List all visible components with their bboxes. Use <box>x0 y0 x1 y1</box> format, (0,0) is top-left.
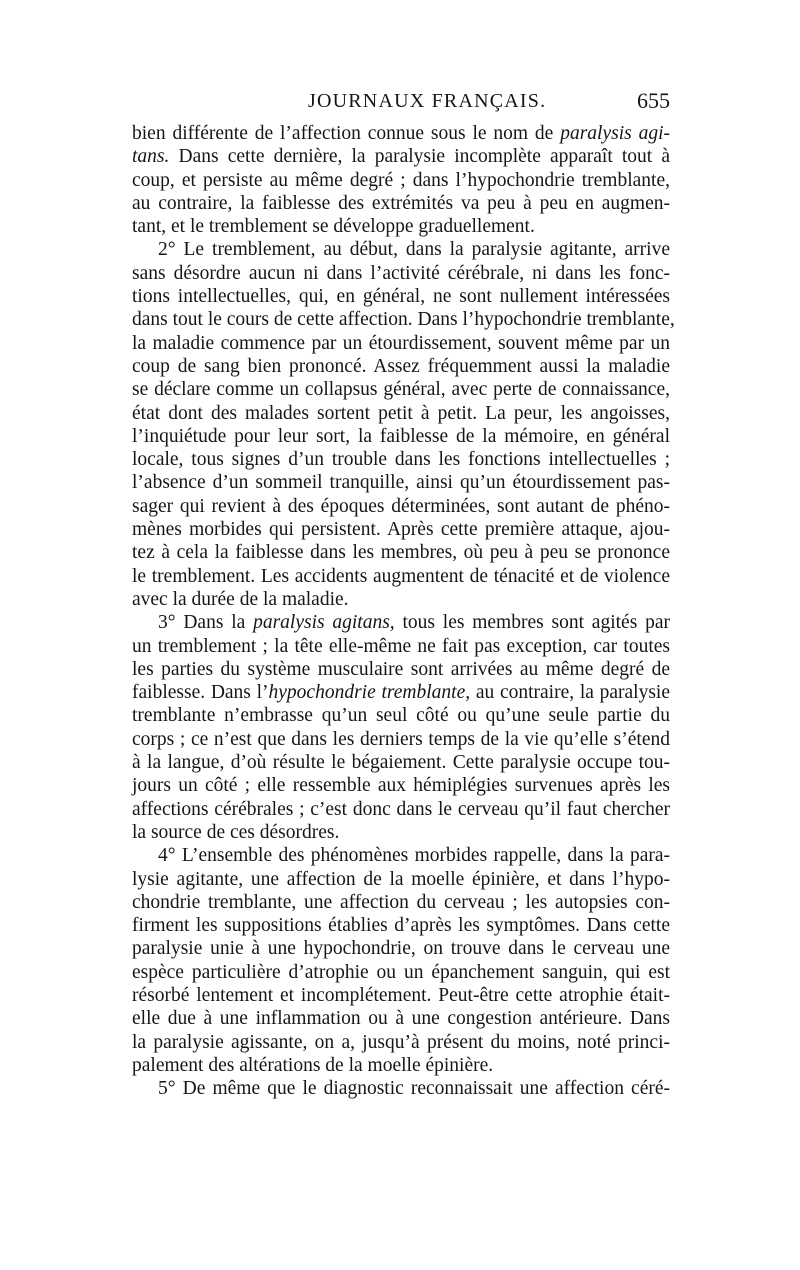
italic-term: paralysis agitans, <box>253 612 395 634</box>
text-line: les parties du système musculaire sont arrivées au même degré de <box>132 658 670 680</box>
text-line: mènes morbides qui persistent. Après cette première attaque, ajou- <box>132 519 670 541</box>
page-number: 655 <box>637 88 670 113</box>
text-line: palement des altérations de la moelle épinière. <box>132 1054 494 1076</box>
text-line: au contraire, la faiblesse des extrémités va peu à peu en augmen- <box>132 192 670 214</box>
text-line: 4° L’ensemble des phénomènes morbides rappelle, dans la para- <box>158 845 670 867</box>
italic-term: tans. <box>132 146 170 168</box>
paragraph <box>132 122 670 238</box>
running-head <box>132 88 670 118</box>
text-line: la maladie commence par un étourdissement, souvent même par un <box>132 332 670 354</box>
text-line: 3° Dans la paralysis agitans, tous les membres sont agités par <box>158 612 670 634</box>
text-line: l’absence d’un sommeil tranquille, ainsi qu’un étourdissement pas- <box>132 472 670 494</box>
paragraph <box>132 1077 670 1100</box>
text-line: locale, tous signes d’un trouble dans les fonctions intellectuelles ; <box>132 449 670 471</box>
text-line: tremblante n’embrasse qu’un seul côté ou qu’une seule partie du <box>132 705 670 727</box>
text-line: tans. Dans cette dernière, la paralysie incomplète apparaît tout à <box>132 146 670 168</box>
italic-term: paralysis agi- <box>560 123 671 144</box>
text-line: 2° Le tremblement, au début, dans la paralysie agitante, arrive <box>158 239 670 261</box>
text-line: firment les suppositions établies d’après les symptômes. Dans cette <box>132 915 670 937</box>
text-line: tant, et le tremblement se développe graduellement. <box>132 216 535 238</box>
paragraph <box>132 238 675 611</box>
text-line: elle due à une inflammation ou à une congestion antérieure. Dans <box>132 1008 670 1030</box>
text-line: tez à cela la faiblesse dans les membres, où peu à peu se prononce <box>132 542 670 564</box>
text-line: résorbé lentement et incomplétement. Peut-être cette atrophie était- <box>132 984 670 1006</box>
text-line: un tremblement ; la tête elle-même ne fait pas exception, car toutes <box>132 635 670 657</box>
text-line: se déclare comme un collapsus général, avec perte de connaissance, <box>132 379 670 401</box>
text-line: coup de sang bien prononcé. Assez fréquemment aussi la maladie <box>132 355 670 377</box>
text-line: tions intellectuelles, qui, en général, ne sont nullement intéressées <box>132 286 670 308</box>
text-line: état dont des malades sortent petit à petit. La peur, les angoisses, <box>132 402 670 424</box>
italic-term: hypochondrie tremblante, <box>268 682 471 704</box>
text-line: le tremblement. Les accidents augmentent de ténacité et de violence <box>132 565 670 587</box>
paragraph <box>132 611 670 844</box>
text-line: à la langue, d’où résulte le bégaiement. Cette paralysie occupe tou- <box>132 752 670 774</box>
text-line: chondrie tremblante, une affection du cerveau ; les autopsies con- <box>132 891 670 913</box>
text-line: lysie agitante, une affection de la moelle épinière, et dans l’hypo- <box>132 868 670 890</box>
text-line: jours un côté ; elle ressemble aux hémiplégies survenues après les <box>132 775 670 797</box>
text-line: coup, et persiste au même degré ; dans l’hypochondrie tremblante, <box>132 169 670 191</box>
text-line: avec la durée de la maladie. <box>132 588 349 610</box>
body-text <box>132 122 675 1100</box>
text-line: dans tout le cours de cette affection. Dans l’hypochondrie tremblante, <box>132 309 675 331</box>
text-line: affections cérébrales ; c’est donc dans le cerveau qu’il faut chercher <box>132 798 670 820</box>
text-line: bien différente de l’affection connue sous le nom de paralysis agi- <box>132 123 671 144</box>
text-line: sans désordre aucun ni dans l’activité cérébrale, ni dans les fonc- <box>132 262 670 284</box>
text-line: espèce particulière d’atrophie ou un épanchement sanguin, qui est <box>132 961 670 983</box>
text-line: paralysie unie à une hypochondrie, on trouve dans le cerveau une <box>132 938 670 960</box>
text-line: sager qui revient à des époques déterminées, sont autant de phéno- <box>132 495 670 517</box>
running-title: JOURNAUX FRANÇAIS. <box>308 90 547 112</box>
text-line: la source de ces désordres. <box>132 821 340 843</box>
text-line: la paralysie agissante, on a, jusqu’à présent du moins, noté princi- <box>132 1031 670 1053</box>
text-line: l’inquiétude pour leur sort, la faiblesse de la mémoire, en général <box>132 425 670 447</box>
text-line: corps ; ce n’est que dans les derniers temps de la vie qu’elle s’étend <box>132 728 670 750</box>
text-line: faiblesse. Dans l’hypochondrie tremblante, au contraire, la paralysie <box>132 682 670 704</box>
paragraph <box>132 844 670 1077</box>
text-line: 5° De même que le diagnostic reconnaissait une affection céré- <box>158 1078 670 1100</box>
